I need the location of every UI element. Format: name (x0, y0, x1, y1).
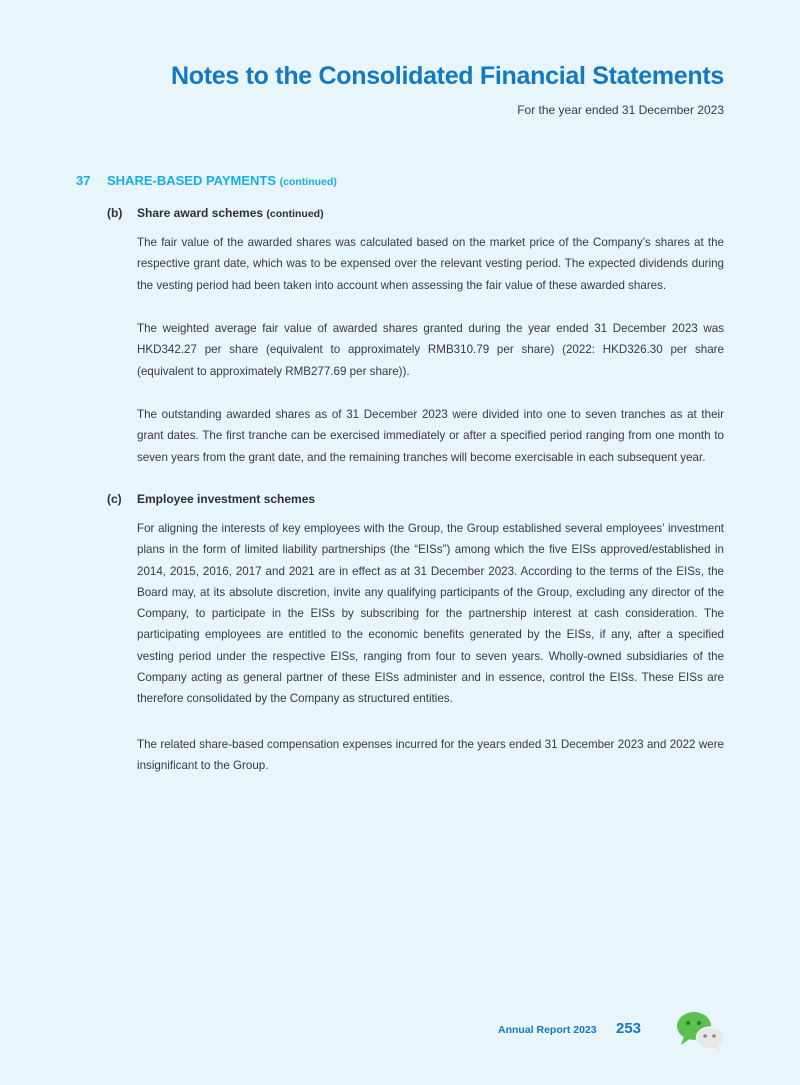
subsection-letter: (b) (107, 206, 123, 220)
section-continued: (continued) (279, 176, 337, 188)
page-title: Notes to the Consolidated Financial Statements (171, 62, 724, 90)
section-number: 37 (76, 173, 91, 188)
paragraph: The related share-based compensation expenses incurred for the years ended 31 December 2023 and 2022 were insignificant to the Group. (137, 738, 724, 773)
paragraph: The fair value of the awarded shares was calculated based on the market price of the Company’s shares at the respective grant date, which was to be expensed over the relevant vesting period. The expected dividends during the vesting period had been taken into account when assessing the fair value of these awarded shares. (137, 236, 724, 292)
paragraph: The outstanding awarded shares as of 31 December 2023 were divided into one to seven tranches as at their grant dates. The first tranche can be exercised immediately or after a specified period ranging from one month to seven years from the grant date, and the remaining tranches will become exercisable in each subsequent year. (137, 408, 724, 464)
paragraph: The weighted average fair value of awarded shares granted during the year ended 31 December 2023 was HKD342.27 per share (equivalent to approximately RMB310.79 per share) (2022: HKD326.30 per share (equivalent to approximately RMB277.69 per share)). (137, 322, 724, 378)
section-title: SHARE-BASED PAYMENTS (107, 173, 277, 188)
subsection-title: Employee investment schemes (137, 492, 316, 506)
subsection-title: Share award schemes (137, 206, 264, 220)
subsection-heading-c (107, 492, 315, 506)
page-number: 253 (616, 1020, 642, 1037)
wechat-logo-icon (674, 1010, 726, 1052)
footer-report-label: Annual Report 2023 (498, 1024, 597, 1036)
section-heading (76, 173, 337, 188)
subsection-heading-b (107, 206, 324, 220)
subsection-letter: (c) (107, 492, 122, 506)
page-subtitle: For the year ended 31 December 2023 (517, 103, 724, 117)
paragraph: For aligning the interests of key employees with the Group, the Group established several employees’ investment plans in the form of limited liability partnerships (the “EISs”) among which the five EISs approved/established in 2014, 2015, 2016, 2017 and 2021 are in effect as at 31 December 2023. According to the terms of the EISs, the Board may, at its absolute discretion, invite any qualifying participants of the Group, excluding any director of the Company, to participate in the EISs by subscribing for the partnership interest at cash consideration. The participating employees are entitled to the economic benefits generated by the EISs, if any, after a specified vesting period under the respective EISs, ranging from four to seven years. Wholly-owned subsidiaries of the Company acting as general partner of these EISs administer and in essence, control the EISs. These EISs are therefore consolidated by the Company as structured entities. (137, 522, 724, 706)
subsection-continued: (continued) (266, 208, 324, 220)
